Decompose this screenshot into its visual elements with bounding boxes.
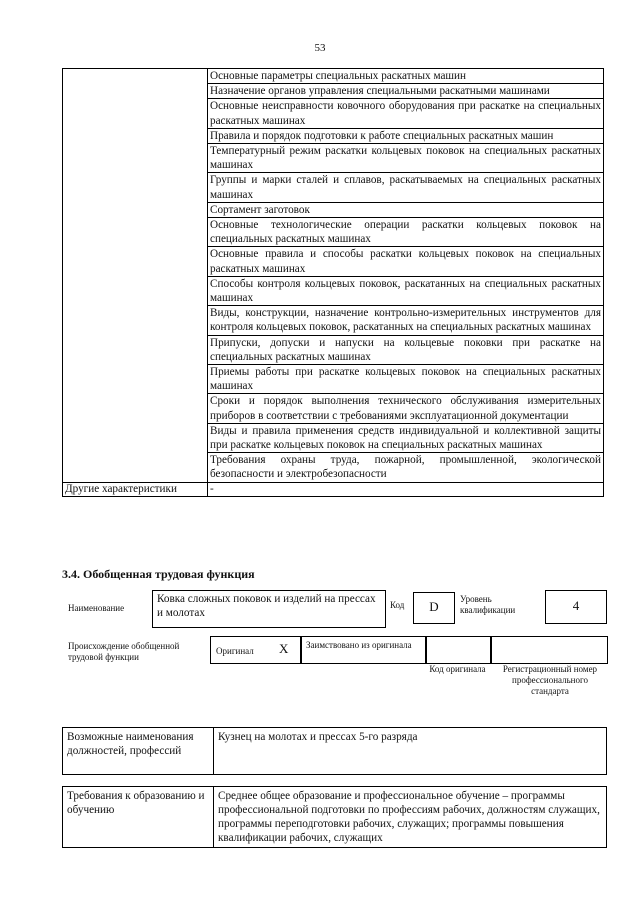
page-number: 53 [314, 42, 326, 54]
knowledge-item: Основные неисправности ковочного оборудования при раскатке на специальных раскатных машинах [208, 99, 604, 128]
knowledge-item: Приемы работы при раскатке кольцевых поковок на специальных раскатных машинах [208, 365, 604, 394]
table-row [63, 482, 604, 496]
knowledge-item: Группы и марки сталей и сплавов, раскатываемых на специальных раскатных машинах [208, 173, 604, 202]
knowledge-item: Основные параметры специальных раскатных машин [208, 69, 604, 84]
level-label: Уровень квалификации [460, 594, 516, 615]
other-characteristics-value: - [208, 482, 604, 496]
code-original-caption: Код оригинала [429, 664, 486, 674]
knowledge-item: Основные технологические операции раскатки кольцевых поковок на специальных раскатных машинах [208, 218, 604, 247]
table-row [63, 728, 607, 775]
education-table [62, 786, 607, 848]
code-value: D [429, 599, 439, 614]
knowledge-item: Основные правила и способы раскатки кольцевых поковок на специальных раскатных машинах [208, 247, 604, 276]
education-label: Требования к образованию и обучению [63, 787, 214, 848]
knowledge-item: Припуски, допуски и напуски на кольцевые поковки при раскатке на специальных раскатных машинах [208, 335, 604, 364]
knowledge-item: Правила и порядок подготовки к работе специальных раскатных машин [208, 128, 604, 143]
level-value: 4 [572, 598, 580, 613]
reg-number-caption: Регистрационный номер профессионального стандарта [502, 664, 598, 696]
knowledge-item: Сортамент заготовок [208, 202, 604, 217]
knowledge-item: Виды и правила применения средств индивидуальной и коллективной защиты при раскатке кольцевых поковок на специальных раскатных машинах [208, 423, 604, 452]
table-row [63, 69, 604, 84]
origin-label: Происхождение обобщенной трудовой функции [68, 641, 180, 662]
code-label: Код [390, 600, 405, 610]
knowledge-table [62, 68, 604, 497]
knowledge-table-body [63, 69, 604, 497]
education-value: Среднее общее образование и профессиональное обучение – программы профессиональной подготовки по профессиям рабочих, должностям служащих, программы переподготовки рабочих, служащих; программы повышения квалификации рабочих, служащих [214, 787, 607, 848]
knowledge-item: Сроки и порядок выполнения технического обслуживания измерительных приборов в соответствии с требованиями эксплуатационной документации [208, 394, 604, 423]
knowledge-item: Назначение органов управления специальными раскатными машинами [208, 84, 604, 99]
knowledge-item: Температурный режим раскатки кольцевых поковок на специальных раскатных машинах [208, 144, 604, 173]
positions-table [62, 727, 607, 775]
positions-label: Возможные наименования должностей, профессий [63, 728, 214, 775]
knowledge-item: Требования охраны труда, пожарной, промышленной, экологической безопасности и электробезопасности [208, 453, 604, 482]
table-row [63, 787, 607, 848]
reg-number-box [490, 636, 608, 664]
section-heading: 3.4. Обобщенная трудовая функция [62, 567, 255, 581]
original-label: Оригинал [216, 646, 254, 656]
original-mark: X [279, 641, 289, 656]
function-name-value: Ковка сложных поковок и изделий на прессах и молотах [157, 593, 376, 619]
name-label: Наименование [68, 603, 125, 613]
knowledge-item: Виды, конструкции, назначение контрольно-измерительных инструментов для контроля кольцевых поковок, раскатанных на специальных раскатных машинах [208, 306, 604, 335]
positions-value: Кузнец на молотах и прессах 5-го разряда [214, 728, 607, 775]
knowledge-item: Способы контроля кольцевых поковок, раскатанных на специальных раскатных машинах [208, 276, 604, 305]
other-characteristics-label: Другие характеристики [63, 482, 208, 496]
required-knowledge-label-cell [63, 69, 208, 483]
code-original-box [425, 636, 492, 664]
borrowed-label: Заимствовано из оригинала [306, 640, 412, 650]
